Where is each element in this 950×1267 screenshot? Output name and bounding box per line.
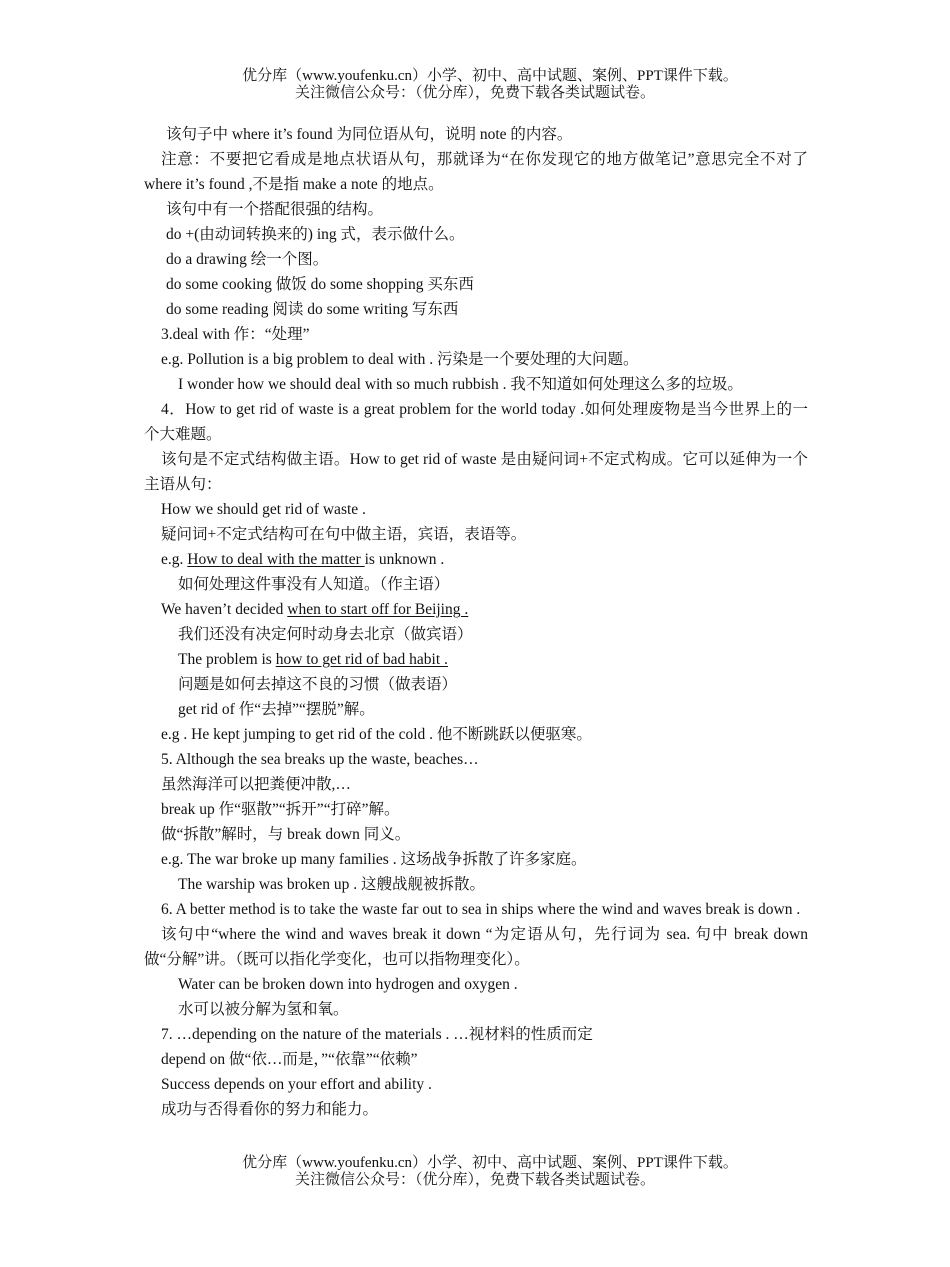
translation-line: 虽然海洋可以把粪便冲散,…: [161, 776, 351, 793]
text-line: How we should get rid of waste .: [161, 501, 366, 518]
section-heading-3: 3.deal with 作：“处理”: [161, 326, 310, 343]
footer-line-1: 优分库（www.youfenku.cn）小学、初中、高中试题、案例、PPT课件下载。: [242, 1155, 738, 1171]
text-line: do a drawing 绘一个图。: [166, 251, 329, 268]
underlined-phrase: how to get rid of bad habit .: [275, 651, 448, 668]
header-line-1: 优分库（www.youfenku.cn）小学、初中、高中试题、案例、PPT课件下载。: [242, 68, 738, 84]
example-line: I wonder how we should deal with so much rubbish . 我不知道如何处理这么多的垃圾。: [178, 376, 743, 393]
example-line: e.g. Pollution is a big problem to deal with . 污染是一个要处理的大问题。: [161, 351, 639, 368]
example-prefix: e.g.: [161, 551, 188, 568]
document-body: [144, 122, 808, 1122]
header-line-2: 关注微信公众号：（优分库），免费下载各类试题试卷。: [294, 85, 655, 101]
example-line: [144, 597, 808, 622]
text-paragraph: 注意：不要把它看成是地点状语从句，那就译为“在你发现它的地方做笔记”意思完全不对了 where it’s found ,不是指 make a note 的地点。: [144, 151, 808, 193]
text-line: break up 作“驱散”“拆开”“打碎”解。: [161, 801, 400, 818]
text-line: depend on 做“依…而是，”“依靠”“依赖”: [161, 1051, 418, 1068]
text-paragraph: 该句是不定式结构做主语。How to get rid of waste 是由疑问词+不定式构成。它可以延伸为一个主语从句：: [144, 451, 808, 493]
example-line: [144, 547, 808, 572]
translation-line: 水可以被分解为氢和氧。: [178, 1001, 349, 1018]
text-line: 疑问词+不定式结构可在句中做主语，宾语，表语等。: [161, 526, 527, 543]
text-line: 该句子中 where it’s found 为同位语从句，说明 note 的内容。: [166, 126, 573, 143]
example-line: Water can be broken down into hydrogen and oxygen .: [178, 976, 518, 993]
example-prefix: We haven’t decided: [161, 601, 288, 618]
text-line: get rid of 作“去掉”“摆脱”解。: [178, 701, 375, 718]
translation-line: 我们还没有决定何时动身去北京（做宾语）: [178, 626, 473, 643]
text-line: do some reading 阅读 do some writing 写东西: [166, 301, 459, 318]
text-line: 做“拆散”解时，与 break down 同义。: [161, 826, 411, 843]
example-line: [144, 647, 808, 672]
example-line: e.g . He kept jumping to get rid of the cold . 他不断跳跃以便驱寒。: [161, 726, 592, 743]
text-line: do some cooking 做饭 do some shopping 买东西: [166, 276, 474, 293]
page-header: [0, 68, 950, 102]
example-prefix: The problem is: [178, 651, 276, 668]
section-heading-5: 5. Although the sea breaks up the waste, beaches…: [161, 751, 479, 768]
text-line: 该句中有一个搭配很强的结构。: [166, 201, 384, 218]
example-line: The warship was broken up . 这艘战舰被拆散。: [178, 876, 485, 893]
translation-line: 如何处理这件事没有人知道。（作主语）: [178, 576, 450, 593]
text-paragraph: 该句中“where the wind and waves break it down “为定语从句，先行词为 sea. 句中 break down 做“分解”讲。（既可以指化学变化，也可以指物理变化）。: [144, 926, 808, 968]
underlined-phrase: How to deal with the matter: [187, 551, 365, 568]
example-rest: is unknown .: [364, 551, 445, 568]
translation-line: 成功与否得看你的努力和能力。: [161, 1101, 379, 1118]
section-heading-4: 4．How to get rid of waste is a great problem for the world today .如何处理废物是当今世界上的一个大难题。: [144, 401, 808, 443]
text-line: do +(由动词转换来的) ing 式，表示做什么。: [166, 226, 465, 243]
section-heading-6: 6. A better method is to take the waste far out to sea in ships where the wind and waves break is down .: [161, 901, 801, 918]
page-footer: [0, 1155, 950, 1189]
example-line: e.g. The war broke up many families . 这场战争拆散了许多家庭。: [161, 851, 587, 868]
example-line: Success depends on your effort and ability .: [161, 1076, 432, 1093]
translation-line: 问题是如何去掉这不良的习惯（做表语）: [178, 676, 458, 693]
footer-line-2: 关注微信公众号：（优分库），免费下载各类试题试卷。: [294, 1172, 655, 1188]
underlined-phrase: when to start off for Beijing .: [287, 601, 469, 618]
section-heading-7: 7. …depending on the nature of the materials . …视材料的性质而定: [161, 1026, 593, 1043]
